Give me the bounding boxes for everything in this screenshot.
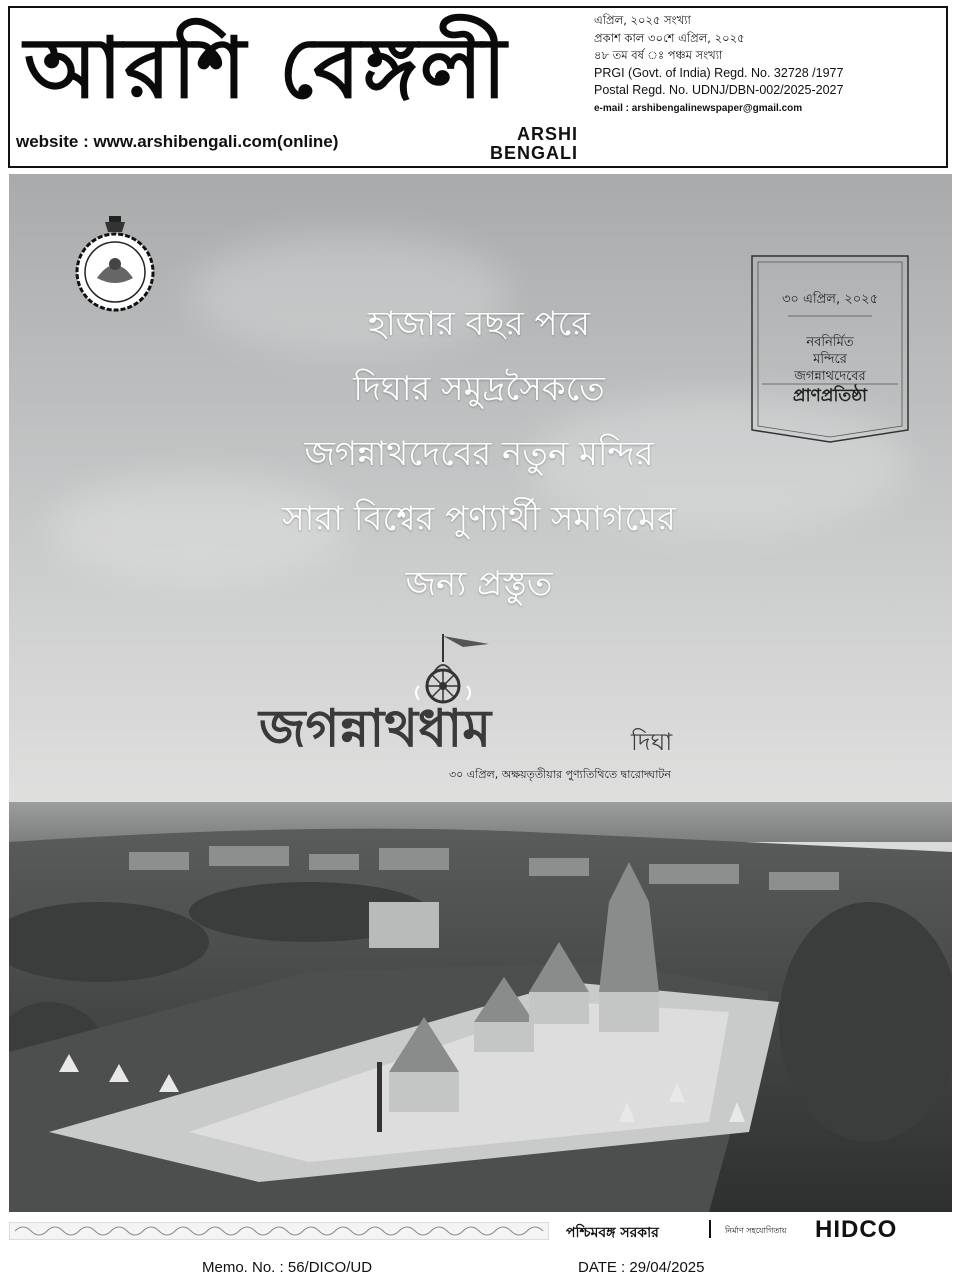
headline-line: জগন্নাথদেবের নতুন মন্দির [304,434,654,474]
hidco-logo-text: HIDCO [815,1216,898,1243]
divider [709,1220,711,1238]
email-address[interactable]: e-mail : arshibengalinewspaper@gmail.com [594,102,803,114]
memo-date: DATE : 29/04/2025 [578,1259,705,1276]
title-en-line2: BENGALI [490,143,578,163]
brand-block [259,694,729,784]
prgi-registration: PRGI (Govt. of India) Regd. No. 32728 /1977 [594,65,844,80]
caption-line-2: মন্দিরে [813,352,847,367]
postal-registration: Postal Regd. No. UDNJ/DBN-002/2025-2027 [594,83,844,97]
headline-line: দিঘার সমুদ্রসৈকতে [353,369,605,409]
brand-tagline: ৩০ এপ্রিল, অক্ষয়তৃতীয়ার পুণ্যতিথিতে দ্বারোদ্ঘাটন [449,768,671,781]
temple-aerial-photo [9,802,952,1212]
inauguration-date: ৩০ এপ্রিল, ২০২৫ [781,292,879,307]
hidco-logo [815,1216,897,1244]
decorative-border-icon [9,1222,549,1240]
newspaper-title-bengali: আরশি বেঙ্গলী [24,18,509,117]
govt-of-west-bengal: পশ্চিমবঙ্গ সরকার [566,1225,659,1241]
masthead-title-block [10,8,582,166]
headline-line: সারা বিশ্বের পুণ্যার্থী সমাগমের [282,499,676,539]
title-en-line1: ARSHI [516,124,578,144]
brand-location: দিঘা [631,728,673,756]
govt-emblem-icon [71,216,159,312]
caption-line-3: জগন্নাথদেবের [794,369,866,384]
headline-line: হাজার বছর পরে [368,304,590,344]
publish-date: প্রকাশ কাল ৩০শে এপ্রিল, ২০২৫ [594,30,745,45]
headline-line: জন্য প্রস্তুত [405,564,553,604]
masthead-info [594,12,944,117]
memo-number: Memo. No. : 56/DICO/UD [202,1259,373,1276]
masthead [8,6,948,168]
ad-footer [9,1218,952,1244]
construction-partner-label: নির্মাণ সহযোগিতায় [725,1226,787,1235]
caption-line-4: প্রাণপ্রতিষ্ঠা [792,386,868,406]
volume-issue: ৪৮ তম বর্ষ ঃ পঞ্চম সংখ্যা [594,48,723,62]
newspaper-title-english [438,125,578,163]
website-link[interactable]: website : www.arshibengali.com(online) [16,132,339,151]
caption-line-1: নবনির্মিত [806,335,854,350]
brand-name: জগন্নাথধাম [259,699,492,759]
issue-month: এপ্রিল, ২০২৫ সংখ্যা [594,13,691,27]
ad-headline [159,292,799,617]
advertisement [9,174,952,1212]
